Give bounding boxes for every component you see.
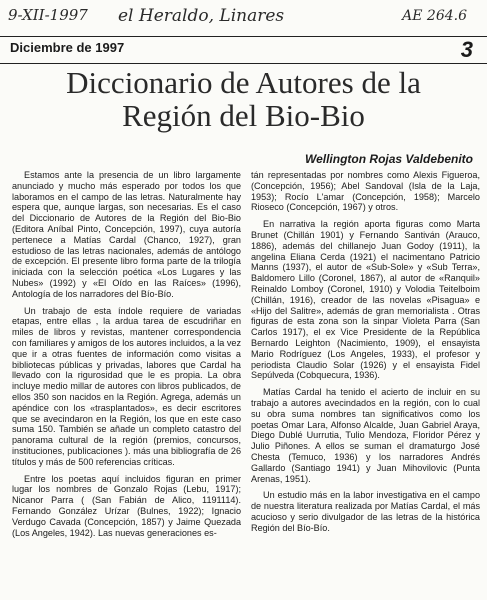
paragraph: Un estudio más en la labor investigativa en el campo de nuestra literatura realizada por Matías Cardal, el más acucioso y serio divulgador de las letras de la histórica Región del Bío-Bío. bbox=[251, 490, 480, 533]
article-byline: Wellington Rojas Valdebenito bbox=[304, 152, 473, 166]
handwritten-date: 9-XII-1997 bbox=[8, 6, 88, 24]
article-title-line-1: Diccionario de Autores de la bbox=[66, 65, 421, 100]
article-title-line-2: Región del Bio-Bio bbox=[122, 98, 365, 133]
paragraph: Estamos ante la presencia de un libro largamente anunciado y mucho más esperado por todos los que laboramos en el campo de las letras. Naturalmente hay espera que, aunque largas, son necesarias. Es el caso del Diccionario de Autores de la Región del Bio-Bio (Editora Aníbal Pinto, Concepción, 1997), cuya autoría pertenece a Matías Cardal (Chanco, 1927), gran estudioso de las letras nacionales, además de antólogo de excepción. El presente libro forma parte de la trilogía iniciada con la selección poética «Los Lugares y las Nubes» (1992) y «El Oído en las Raíces» (1996), Antología de los narradores del Bío-Bío. bbox=[12, 170, 241, 299]
paragraph: tán representadas por nombres como Alexis Figueroa, (Concepción, 1956); Abel Sandoval (Isla de la Laja, 1953); Rocío L'amar (Concepción, 1958); Marcelo Rioseco (Concepción, 1967) y otros. bbox=[251, 170, 480, 213]
page-header bbox=[0, 36, 487, 64]
paragraph: Matías Cardal ha tenido el acierto de incluir en su trabajo a autores avecindados en la región, con lo cual su obra suma nombres tan significativos como los poetas Omar Lara, Alfonso Alcalde, Juan Gabriel Araya, Diego Dublé Uurrutia, Tulio Mendoza, Floridor Pérez y Julio Piñones. A ellos se suman el dramaturgo José Chesta (Temuco, 1936) y los narradores Andrés Gallardo (Santiago 1941) y Juan Mihovilovic (Punta Arenas, 1951). bbox=[251, 387, 480, 484]
paragraph: En narrativa la región aporta figuras como Marta Brunet (Chillán 1901) y Fernando Santiván (Arauco, 1886), además del chillanejo Juan Godoy (1911), la angelina Eliana Cerda (1921) el nacimentano Patricio Manns (1937), el autor de «Sub-Sole» y «Sub Terra», Baldomero Lillo (Coronel, 1867), al autor de «Ranquil» Reinaldo Lomboy (Coronel, 1910) y Volodia Teitelboim (Chillán, 1916), creador de las novelas «Pisagua» e «Hijo del Salitre», además de gran memorialista . Otras figuras de esta zona son la sinpar Violeta Parra (San Carlos 1917), el ex Vice Presidente de la República Bernardo Leighton (Nacimiento, 1909), el ensayista Mario Rodríguez (Los Angeles, 1933), el profesor y periodista Claudio Solar (1926) y el ensayista Fidel Sepúlveda (Cobquecura, 1936). bbox=[251, 219, 480, 381]
article-title bbox=[0, 66, 487, 132]
paragraph: Un trabajo de esta índole requiere de variadas etapas, entre ellas , la ardua tarea de escudriñar en miles de libros y revistas, mantener correspondencia con familiares y amigos de los autores incluidos, a la vez que ir a otras fuentes de información como visitas a bibliotecas públicas y privadas, labores que Cardal ha llevado con la rigurosidad que le es propia. La obra incluye medio millar de autores con libros publicados, de ellos 350 son nacidos en la Región. Agrega, además un apéndice con los «trasplantados», es decir escritores que se avecindaron en la Región, los que en este caso suma 150. También se añade un completo catastro del panorama cultural de la región (premios, concursos, instituciones, publicaciones ). más una bibliografía de 26 títulos y más de 500 referencias críticas. bbox=[12, 305, 241, 467]
issue-date: Diciembre de 1997 bbox=[10, 40, 125, 55]
article-column-left bbox=[12, 170, 241, 598]
page-number: 3 bbox=[460, 37, 473, 62]
handwritten-archive-code: AE 264.6 bbox=[402, 8, 467, 24]
paragraph: Entre los poetas aquí incluidos figuran en primer lugar los nombres de Gonzalo Rojas (Lebu, 1917); Nicanor Parra ( (San Fabián de Alico, 1191114). Fernando González Urízar (Bulnes, 1922); Ignacio Verdugo Cavada (Concepción, 1857) y Jaime Quezada (Los Angeles, 1942). Las nuevas generaciones es- bbox=[12, 473, 241, 538]
handwritten-newspaper-name: el Heraldo, Linares bbox=[118, 6, 285, 26]
article-column-right bbox=[251, 170, 480, 598]
handwritten-annotation bbox=[8, 4, 467, 30]
